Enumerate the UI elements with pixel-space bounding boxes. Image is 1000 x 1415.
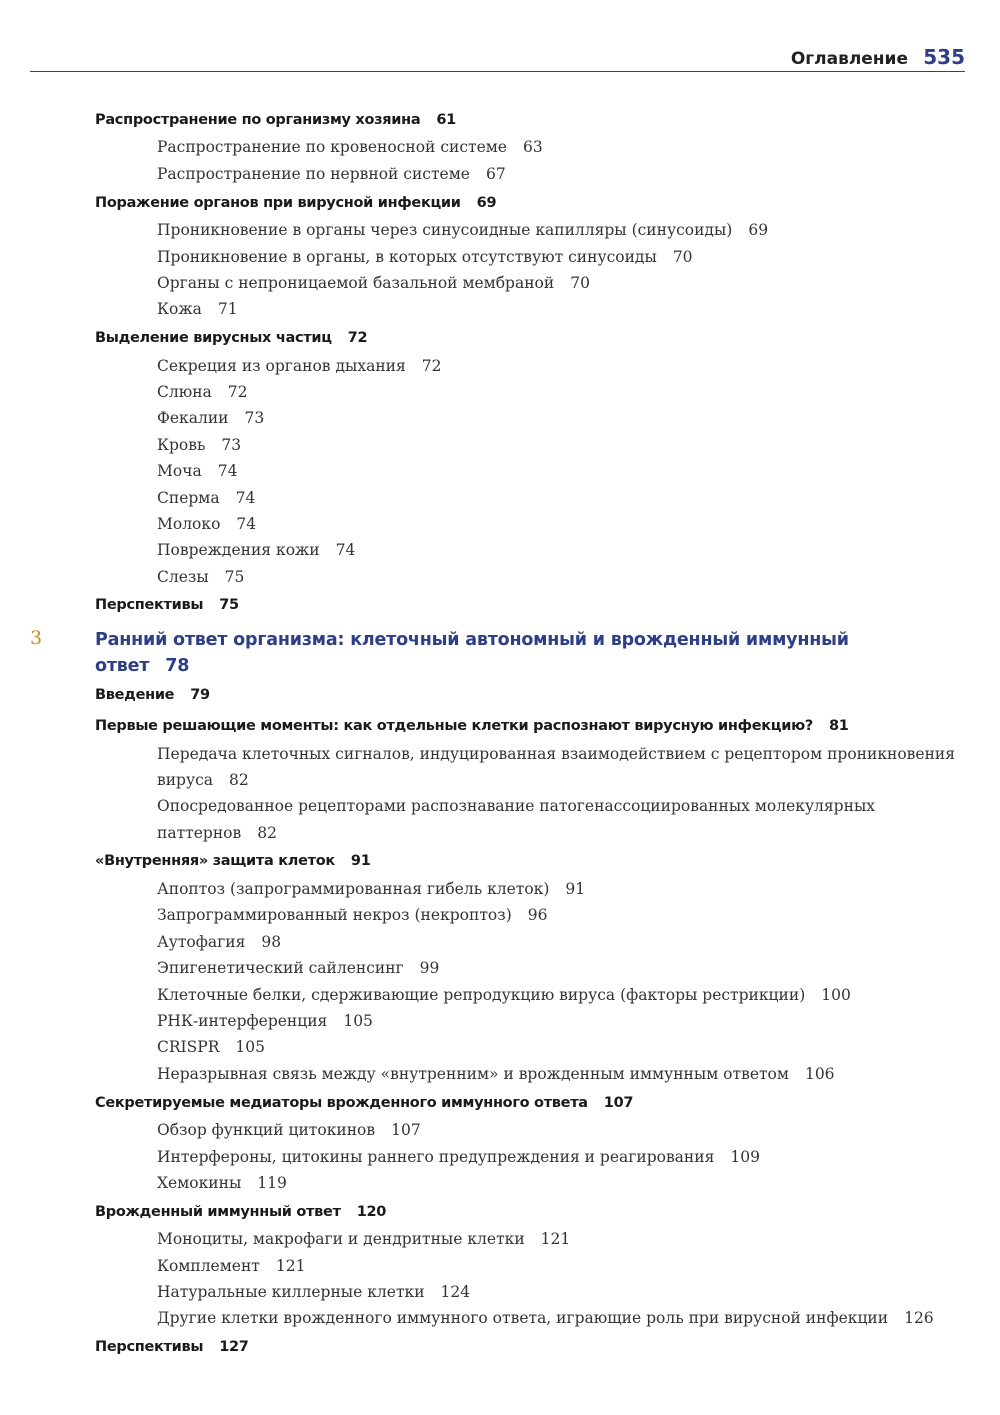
entry-title: Сперма xyxy=(157,489,220,507)
entry-title: Обзор функций цитокинов xyxy=(157,1121,376,1139)
entry-page-number: 61 xyxy=(436,112,456,128)
toc-subsection-entry[interactable] xyxy=(157,165,506,183)
entry-page-number: 69 xyxy=(476,195,497,211)
toc-section-entry[interactable] xyxy=(95,687,210,703)
entry-title: Комплемент xyxy=(157,1257,260,1275)
toc-subsection-entry[interactable] xyxy=(157,568,244,586)
entry-title: Неразрывная связь между «внутренним» и врожденным иммунным ответом xyxy=(157,1065,789,1083)
entry-title: Слюна xyxy=(157,383,212,401)
entry-page-number: 126 xyxy=(904,1309,934,1327)
entry-page-number: 67 xyxy=(485,165,506,183)
entry-title: Выделение вирусных частиц xyxy=(95,330,332,346)
toc-subsection-entry[interactable] xyxy=(157,248,693,266)
toc-subsection-entry[interactable] xyxy=(157,1148,760,1166)
entry-title: Распространение по организму хозяина xyxy=(95,112,421,128)
toc-subsection-entry[interactable] xyxy=(157,1038,265,1056)
toc-subsection-entry[interactable] xyxy=(157,1174,287,1192)
entry-title: Другие клетки врожденного иммунного ответа, играющие роль при вирусной инфекции xyxy=(157,1309,889,1327)
entry-title: Проникновение в органы через синусоидные капилляры (синусоиды) xyxy=(157,221,733,239)
entry-page-number: 73 xyxy=(221,436,242,454)
toc-subsection-entry[interactable] xyxy=(157,462,237,480)
entry-page-number: 107 xyxy=(603,1095,634,1111)
toc-subsection-entry[interactable] xyxy=(157,436,241,454)
entry-page-number: 72 xyxy=(227,383,248,401)
entry-title: Распространение по кровеносной системе xyxy=(157,138,507,156)
entry-page-number: 124 xyxy=(440,1283,471,1301)
entry-page-number: 73 xyxy=(244,409,265,427)
entry-page-number: 69 xyxy=(748,221,769,239)
toc-subsection-entry[interactable] xyxy=(157,1309,934,1327)
entry-page-number: 106 xyxy=(804,1065,835,1083)
chapter-title[interactable] xyxy=(95,627,875,679)
toc-subsection-entry[interactable] xyxy=(157,933,281,951)
entry-page-number: 119 xyxy=(257,1174,287,1192)
entry-page-number: 121 xyxy=(275,1257,306,1275)
entry-title: CRISPR xyxy=(157,1038,220,1056)
entry-page-number: 109 xyxy=(730,1148,760,1166)
entry-page-number: 74 xyxy=(235,489,256,507)
entry-title: Эпигенетический сайленсинг xyxy=(157,959,404,977)
toc-subsection-entry[interactable] xyxy=(157,959,439,977)
entry-page-number: 127 xyxy=(219,1339,249,1355)
entry-title: Натуральные киллерные клетки xyxy=(157,1283,425,1301)
toc-subsection-entry[interactable] xyxy=(157,1012,373,1030)
toc-subsection-entry[interactable] xyxy=(157,1230,570,1248)
entry-page-number: 72 xyxy=(421,357,442,375)
entry-title: Передача клеточных сигналов, индуцированная взаимодействием с рецептором проникновения xyxy=(157,745,956,763)
toc-section-entry[interactable] xyxy=(95,195,496,211)
entry-title: Моча xyxy=(157,462,202,480)
toc-section-entry[interactable] xyxy=(95,1095,633,1111)
toc-section-entry[interactable] xyxy=(95,1204,386,1220)
entry-title: Фекалии xyxy=(157,409,229,427)
entry-title: паттернов xyxy=(157,824,242,842)
entry-page-number: 91 xyxy=(350,853,371,869)
entry-title: Врожденный иммунный ответ xyxy=(95,1204,341,1220)
toc-section-entry[interactable] xyxy=(95,718,849,734)
entry-page-number: 82 xyxy=(229,771,249,789)
entry-page-number: 105 xyxy=(235,1038,265,1056)
toc-section-entry[interactable] xyxy=(95,1339,249,1355)
toc-subsection-entry[interactable] xyxy=(157,745,955,763)
toc-subsection-entry[interactable] xyxy=(157,1065,835,1083)
entry-page-number: 79 xyxy=(190,687,210,703)
toc-subsection-entry[interactable] xyxy=(157,1283,470,1301)
page-header xyxy=(30,40,965,72)
entry-title: Запрограммированный некроз (некроптоз) xyxy=(157,906,512,924)
entry-page-number: 71 xyxy=(217,300,238,318)
entry-page-number: 99 xyxy=(419,959,440,977)
entry-title: Опосредованное рецепторами распознавание патогенассоциированных молекулярных xyxy=(157,797,876,815)
toc-section-entry[interactable] xyxy=(95,853,371,869)
entry-page-number: 82 xyxy=(257,824,277,842)
entry-page-number: 91 xyxy=(565,880,586,898)
toc-subsection-entry[interactable] xyxy=(157,383,248,401)
entry-title: Распространение по нервной системе xyxy=(157,165,470,183)
toc-subsection-entry[interactable] xyxy=(157,797,875,815)
chapter-title-text: Ранний ответ организма: клеточный автономный и врожденный иммунный ответ xyxy=(95,630,849,676)
entry-title: Интерфероны, цитокины раннего предупреждения и реагирования xyxy=(157,1148,715,1166)
toc-subsection-entry[interactable] xyxy=(157,515,256,533)
toc-subsection-entry[interactable] xyxy=(157,1121,421,1139)
toc-subsection-entry[interactable] xyxy=(157,409,264,427)
entry-page-number: 120 xyxy=(356,1204,387,1220)
entry-title: Кровь xyxy=(157,436,206,454)
entry-title: Секретируемые медиаторы врожденного иммунного ответа xyxy=(95,1095,588,1111)
toc-subsection-entry[interactable] xyxy=(157,824,277,842)
entry-page-number: 70 xyxy=(672,248,693,266)
toc-subsection-entry[interactable] xyxy=(157,771,249,789)
page-number: 535 xyxy=(923,45,965,69)
entry-title: Аутофагия xyxy=(157,933,246,951)
chapter-page: 78 xyxy=(165,656,190,676)
entry-page-number: 74 xyxy=(335,541,356,559)
running-title: Оглавление xyxy=(790,49,908,69)
entry-title: Апоптоз (запрограммированная гибель клеток) xyxy=(157,880,550,898)
entry-title: Поражение органов при вирусной инфекции xyxy=(95,195,461,211)
entry-title: Моноциты, макрофаги и дендритные клетки xyxy=(157,1230,525,1248)
entry-page-number: 107 xyxy=(391,1121,421,1139)
entry-page-number: 105 xyxy=(343,1012,373,1030)
toc-subsection-entry[interactable] xyxy=(157,274,590,292)
entry-title: Перспективы xyxy=(95,1339,204,1355)
entry-title: Перспективы xyxy=(95,597,204,613)
toc-subsection-entry[interactable] xyxy=(157,880,585,898)
entry-page-number: 63 xyxy=(522,138,543,156)
toc-subsection-entry[interactable] xyxy=(157,986,851,1004)
entry-page-number: 74 xyxy=(217,462,238,480)
entry-page-number: 121 xyxy=(540,1230,571,1248)
entry-title: Первые решающие моменты: как отдельные клетки распознают вирусную инфекцию? xyxy=(95,718,813,734)
entry-title: Органы с непроницаемой базальной мембраной xyxy=(157,274,555,292)
entry-page-number: 74 xyxy=(236,515,257,533)
entry-page-number: 100 xyxy=(821,986,851,1004)
entry-title: Введение xyxy=(95,687,175,703)
toc-subsection-entry[interactable] xyxy=(157,541,355,559)
entry-title: «Внутренняя» защита клеток xyxy=(95,853,335,869)
entry-title: вируса xyxy=(157,771,214,789)
entry-title: Слезы xyxy=(157,568,209,586)
toc-subsection-entry[interactable] xyxy=(157,221,768,239)
toc-subsection-entry[interactable] xyxy=(157,1257,305,1275)
toc-subsection-entry[interactable] xyxy=(157,138,543,156)
entry-page-number: 75 xyxy=(224,568,245,586)
entry-title: Повреждения кожи xyxy=(157,541,320,559)
entry-title: Хемокины xyxy=(157,1174,242,1192)
entry-page-number: 72 xyxy=(347,330,368,346)
toc-section-entry[interactable] xyxy=(95,112,456,128)
toc-subsection-entry[interactable] xyxy=(157,906,547,924)
entry-page-number: 75 xyxy=(219,597,239,613)
entry-title: Кожа xyxy=(157,300,202,318)
toc-subsection-entry[interactable] xyxy=(157,489,255,507)
toc-subsection-entry[interactable] xyxy=(157,300,238,318)
toc-subsection-entry[interactable] xyxy=(157,357,442,375)
entry-page-number: 96 xyxy=(527,906,548,924)
entry-title: Секреция из органов дыхания xyxy=(157,357,406,375)
entry-title: Клеточные белки, сдерживающие репродукцию вируса (факторы рестрикции) xyxy=(157,986,806,1004)
entry-page-number: 81 xyxy=(829,718,849,734)
toc-section-entry[interactable] xyxy=(95,330,367,346)
entry-title: Молоко xyxy=(157,515,221,533)
toc-section-entry[interactable] xyxy=(95,597,239,613)
entry-title: Проникновение в органы, в которых отсутствуют синусоиды xyxy=(157,248,657,266)
entry-page-number: 70 xyxy=(570,274,590,292)
chapter-number: 3 xyxy=(30,627,43,649)
entry-title: РНК-интерференция xyxy=(157,1012,328,1030)
entry-page-number: 98 xyxy=(261,933,282,951)
